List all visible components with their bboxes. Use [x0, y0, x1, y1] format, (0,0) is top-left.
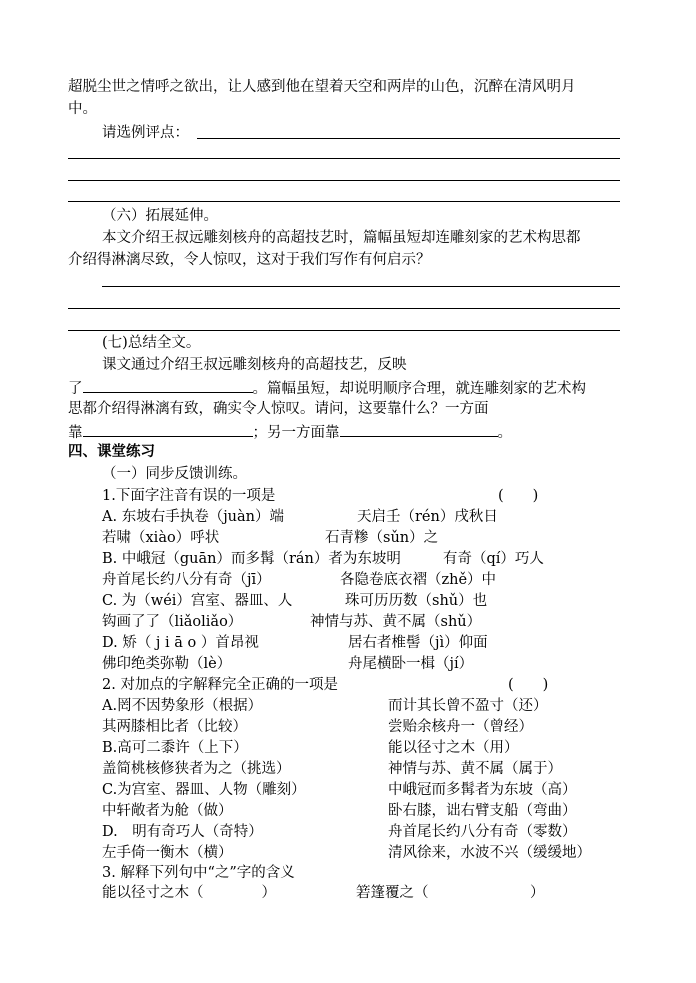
- q2-option-text: 其两膝相比者（比较）: [102, 719, 247, 735]
- q2-option-text: 盖简桃核修狭者为之（挑选）: [102, 761, 291, 777]
- section-6-heading: （六）拓展延伸。: [102, 208, 218, 224]
- q2-option-text: 中轩敞者为舱（做）: [102, 803, 233, 819]
- question-1-answer-paren[interactable]: ( ): [498, 488, 539, 504]
- q3-item[interactable]: 能以径寸之木（ ）: [102, 885, 276, 901]
- q1-option-text: 珠可历历数（shǔ）也: [345, 593, 488, 609]
- section-7-line-4-end: 。: [497, 425, 512, 441]
- section-7-line-4-prefix: 靠: [68, 425, 83, 441]
- q2-option-text: 卧右膝，诎右臂支船（弯曲）: [388, 803, 577, 819]
- q1-option-text: B. 中峨冠（guān）而多髯（rán）者为东坡明: [102, 551, 401, 567]
- q1-option-text: 舟尾横卧一楫（jí）: [348, 656, 474, 672]
- section-7-line-2-rest: 。篇幅虽短，却说明顺序合理，就连雕刻家的艺术构: [252, 381, 586, 397]
- q1-option-text: 钩画了了（liǎoliǎo）: [102, 614, 243, 630]
- question-1-stem: 1.下面字注音有误的一项是: [102, 488, 276, 504]
- question-2-answer-paren[interactable]: ( ): [508, 677, 549, 693]
- q1-option-text: 石青糁（sǔn）之: [325, 530, 439, 546]
- intro-line-1: 超脱尘世之情呼之欲出，让人感到他在望着天空和两岸的山色，沉醉在清风明月: [68, 79, 576, 95]
- q1-option-text: C. 为（wéi）宫室、器皿、人: [102, 593, 293, 609]
- fill-blank[interactable]: [83, 422, 253, 437]
- section-7-line-1: 课文通过介绍王叔远雕刻核舟的高超技艺，反映: [102, 357, 407, 373]
- question-3-stem: 3. 解释下列句中“之”字的含义: [102, 865, 295, 881]
- q2-option-text: 尝贻余核舟一（曾经）: [388, 719, 533, 735]
- section-4-heading: 四、课堂练习: [68, 444, 155, 460]
- answer-line[interactable]: [68, 330, 620, 331]
- section-7-line-4-mid: ；另一方面靠: [252, 425, 340, 441]
- section-6-line-1: 本文介绍王叔远雕刻核舟的高超技艺时，篇幅虽短却连雕刻家的艺术构思都: [102, 230, 581, 246]
- q2-option-text: 而计其长曾不盈寸（还）: [388, 698, 548, 714]
- section-7-line-2: [68, 378, 586, 398]
- q2-option-text: 清风徐来，水波不兴（缓缓地）: [388, 845, 591, 861]
- q3-item[interactable]: 箬篷覆之（ ）: [356, 885, 545, 901]
- q2-option-text: 能以径寸之木（用）: [388, 740, 519, 756]
- answer-line[interactable]: [68, 201, 620, 202]
- q2-option-text: B.高可二黍许（上下）: [102, 740, 248, 756]
- q1-option-text: A. 东坡右手执卷（juàn）端: [102, 509, 285, 525]
- q2-option-text: A.罔不因势象形（根据）: [102, 698, 263, 714]
- q1-option-text: 有奇（qí）巧人: [443, 551, 544, 567]
- answer-line[interactable]: [102, 286, 620, 287]
- answer-line[interactable]: [68, 180, 620, 181]
- q2-option-text: 神情与苏、黄不属（属于）: [388, 761, 562, 777]
- section-4-subheading: （一）同步反馈训练。: [102, 466, 247, 482]
- q1-option-text: 居右者椎髻（jì）仰面: [348, 635, 488, 651]
- section-7-line-3: 思都介绍得淋漓有致，确实令人惊叹。请问，这要靠什么？一方面: [68, 401, 489, 417]
- section-7-heading: (七)总结全文。: [102, 335, 201, 351]
- q1-option-text: 佛印绝类弥勒（lè）: [102, 656, 232, 672]
- q1-option-text: 神情与苏、黄不属（shǔ）: [310, 614, 482, 630]
- answer-line[interactable]: [197, 138, 620, 139]
- q2-option-text: C.为宫室、器皿、人物（雕刻）: [102, 782, 306, 798]
- q1-option-text: 若啸（xiào）呼状: [102, 530, 220, 546]
- section-7-line-4: [68, 422, 512, 442]
- intro-line-2: 中。: [68, 101, 97, 117]
- section-7-line-2-prefix: 了: [68, 381, 83, 397]
- q2-option-text: 左手倚一衡木（横）: [102, 845, 233, 861]
- answer-line[interactable]: [68, 158, 620, 159]
- intro-prompt: 请选例评点：: [102, 125, 189, 141]
- q2-option-text: D. 明有奇巧人（奇特）: [102, 824, 263, 840]
- q2-option-text: 中峨冠而多髯者为东坡（高）: [388, 782, 577, 798]
- q2-option-text: 舟首尾长约八分有奇（零数）: [388, 824, 577, 840]
- q1-option-text: 各隐卷底衣褶（zhě）中: [340, 572, 497, 588]
- q1-option-text: 舟首尾长约八分有奇（jī）: [102, 572, 271, 588]
- question-2-stem: 2. 对加点的字解释完全正确的一项是: [102, 677, 338, 693]
- q1-option-text: D. 矫（ j i ā o ）首昂视: [102, 635, 259, 651]
- section-6-line-2: 介绍得淋漓尽致，令人惊叹，这对于我们写作有何启示？: [68, 252, 431, 268]
- answer-line[interactable]: [68, 308, 620, 309]
- q1-option-text: 天启壬（rén）戌秋日: [357, 509, 498, 525]
- fill-blank[interactable]: [83, 378, 253, 393]
- fill-blank[interactable]: [340, 422, 498, 437]
